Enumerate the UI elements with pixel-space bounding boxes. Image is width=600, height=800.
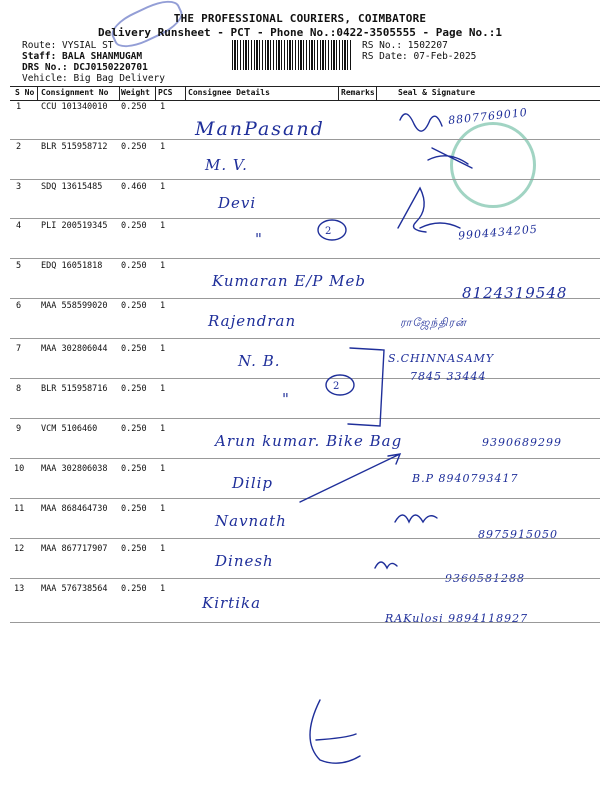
signature-scribble (395, 515, 437, 522)
circle-note: 2 (325, 226, 332, 237)
row-13-consignment: MAA 576738564 (41, 584, 108, 594)
row-4-weight: 0.250 (121, 221, 147, 231)
row-7-consignment: MAA 302806044 (41, 344, 108, 354)
row-3-weight: 0.460 (121, 182, 147, 192)
row-11-consignee: Navnath (215, 512, 287, 530)
row-1-consignment: CCU 101340010 (41, 102, 108, 112)
row-13-weight: 0.250 (121, 584, 147, 594)
rs-date: RS Date: 07-Feb-2025 (362, 51, 477, 62)
row-10-signature: B.P 8940793417 (412, 472, 519, 485)
row-1-pcs: 1 (160, 102, 166, 112)
row-8-consignment: BLR 515958716 (41, 384, 108, 394)
row-10-sno: 10 (14, 464, 25, 474)
circle-note: 2 (333, 381, 340, 392)
row-9-weight: 0.250 (121, 424, 147, 434)
row-12-weight: 0.250 (121, 544, 147, 554)
row-5-pcs: 1 (160, 261, 166, 271)
row-4-signature: 9904434205 (457, 222, 539, 243)
row-6-sno: 6 (16, 301, 22, 311)
circle-annotation (326, 375, 354, 395)
row-8-weight: 0.250 (121, 384, 147, 394)
row-2-weight: 0.250 (121, 142, 147, 152)
row-5-signature: 8124319548 (462, 284, 568, 302)
row-12-signature: 9360581288 (445, 572, 525, 585)
signature-scribble (398, 188, 426, 232)
arrow-mark (300, 454, 400, 502)
row-11-weight: 0.250 (121, 504, 147, 514)
row-5-consignment: EDQ 16051818 (41, 261, 103, 271)
row-4-sno: 4 (16, 221, 22, 231)
row-5-weight: 0.250 (121, 261, 147, 271)
staff-label: Staff: BALA SHANMUGAM (22, 51, 143, 62)
row-7-weight: 0.250 (121, 344, 147, 354)
row-3-consignee: Devi (218, 194, 257, 212)
company-title: THE PROFESSIONAL COURIERS, COIMBATORE (173, 12, 427, 25)
row-4-consignment: PLI 200519345 (41, 221, 108, 231)
row-10-consignee: Dilip (232, 474, 274, 492)
row-2-sno: 2 (16, 142, 22, 152)
row-4-consignee: " (255, 230, 263, 248)
row-1-consignee: ManPasand (195, 118, 325, 140)
drs-number: DRS No.: DCJ0150220701 (22, 62, 148, 73)
row-13-sno: 13 (14, 584, 25, 594)
row-12-sno: 12 (14, 544, 25, 554)
row-12-consignee: Dinesh (215, 552, 274, 570)
row-10-consignment: MAA 302806038 (41, 464, 108, 474)
rs-number: RS No.: 1502207 (362, 40, 448, 51)
row-6-pcs: 1 (160, 301, 166, 311)
vehicle-label: Vehicle: Big Bag Delivery (22, 73, 165, 84)
row-9-pcs: 1 (160, 424, 166, 434)
row-3-sno: 3 (16, 182, 22, 192)
row-9-consignee: Arun kumar. Bike Bag (215, 432, 403, 450)
signature-scribble (400, 114, 442, 131)
col-pcs-header: PCS (158, 88, 173, 97)
row-8-pcs: 1 (160, 384, 166, 394)
row-12-consignment: MAA 867717907 (41, 544, 108, 554)
row-6-consignment: MAA 558599020 (41, 301, 108, 311)
row-11-signature: 8975915050 (478, 528, 558, 541)
row-1-sno: 1 (16, 102, 22, 112)
row-11-consignment: MAA 868464730 (41, 504, 108, 514)
col-signature-header: Seal & Signature (398, 88, 476, 97)
row-3-consignment: SDQ 13615485 (41, 182, 103, 192)
col-weight-header: Weight (121, 88, 150, 97)
row-4-pcs: 1 (160, 221, 166, 231)
row-9-consignment: VCM 5106460 (41, 424, 98, 434)
signature-scribble (420, 223, 460, 228)
row-1-weight: 0.250 (121, 102, 147, 112)
signature-scribble (428, 148, 472, 168)
row-11-sno: 11 (14, 504, 25, 514)
row-13-consignee: Kirtika (202, 594, 262, 612)
col-sno-header: S No (15, 88, 35, 97)
row-8-consignee: " (282, 390, 290, 408)
row-11-pcs: 1 (160, 504, 166, 514)
row-2-consignee: M. V. (205, 156, 248, 174)
signature-scribble (310, 700, 360, 763)
col-remarks-header: Remarks (341, 88, 375, 97)
row-8-sno: 8 (16, 384, 22, 394)
row-7-sno: 7 (16, 344, 22, 354)
row-10-pcs: 1 (160, 464, 166, 474)
row-5-sno: 5 (16, 261, 22, 271)
row-10-weight: 0.250 (121, 464, 147, 474)
row-6-signature: ராஜேந்திரன் (400, 316, 467, 329)
col-consignee-header: Consignee Details (188, 88, 270, 97)
row-8-signature: 7845 33444 (410, 370, 487, 383)
row-12-pcs: 1 (160, 544, 166, 554)
col-consignment-header: Consignment No (41, 88, 109, 97)
circle-annotation (318, 220, 346, 240)
row-2-pcs: 1 (160, 142, 166, 152)
row-13-signature: RAKulosi 9894118927 (385, 612, 529, 625)
runsheet-subtitle: Delivery Runsheet - PCT - Phone No.:0422-3505555 - Page No.:1 (98, 26, 502, 39)
row-5-consignee: Kumaran E/P Meb (212, 272, 366, 290)
row-7-signature: S.CHINNASAMY (388, 352, 495, 365)
row-13-pcs: 1 (160, 584, 166, 594)
row-3-pcs: 1 (160, 182, 166, 192)
row-6-consignee: Rajendran (208, 312, 297, 330)
row-2-consignment: BLR 515958712 (41, 142, 108, 152)
route-label: Route: VYSIAL ST (22, 40, 114, 51)
row-7-consignee: N. B. (238, 352, 281, 370)
row-9-signature: 9390689299 (482, 436, 562, 449)
row-1-signature: 8807769010 (447, 105, 529, 128)
row-6-weight: 0.250 (121, 301, 147, 311)
row-9-sno: 9 (16, 424, 22, 434)
signature-scribble (375, 562, 397, 568)
row-7-pcs: 1 (160, 344, 166, 354)
